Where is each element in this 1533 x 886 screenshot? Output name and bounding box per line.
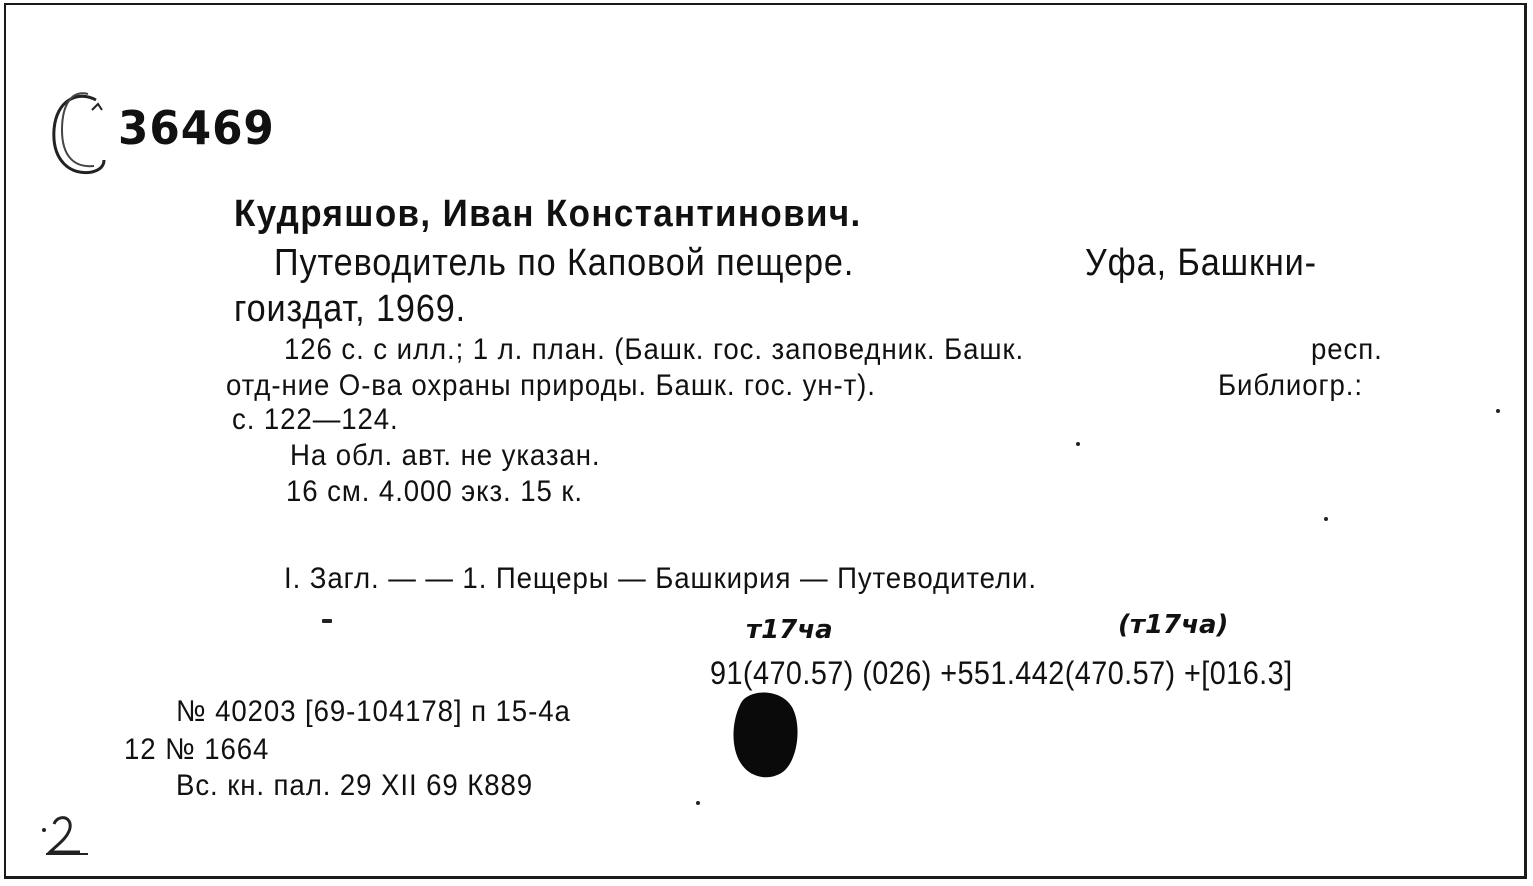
cover-note: На обл. авт. не указан. — [290, 439, 601, 472]
speck — [1324, 517, 1328, 521]
corner-handwritten-mark — [36, 810, 96, 860]
subject-tracing: I. Загл. — — 1. Пещеры — Башкирия — Путеводители. — [284, 562, 1037, 595]
call-number: 36469 — [118, 101, 275, 155]
speck — [696, 801, 700, 805]
bibliography-pages: с. 122—124. — [232, 403, 399, 436]
imprint-place-publisher: Уфа, Башкни- — [1085, 242, 1317, 284]
handwritten-annotation-1: т17ча — [746, 615, 833, 645]
collation-line-1: 126 с. с илл.; 1 л. план. (Башк. гос. заповедник. Башк. — [284, 333, 1025, 366]
format-line: 16 см. 4.000 экз. 15 к. — [286, 475, 583, 508]
speck — [1496, 409, 1500, 413]
catalog-card — [4, 3, 1527, 879]
card-number: 12 № 1664 — [124, 733, 270, 766]
bibliography-note-label: Библиогр.: — [1218, 369, 1363, 402]
call-number-letter-mark — [48, 90, 108, 180]
imprint-line: гоиздат, 1969. — [234, 288, 467, 330]
title-line-1: Путеводитель по Каповой пещере. — [274, 242, 855, 284]
chamber-record: Вс. кн. пал. 29 XII 69 К889 — [176, 769, 534, 802]
author-heading: Кудряшов, Иван Константинович. — [234, 193, 862, 235]
collation-line-2: отд-ние О-ва охраны природы. Башк. гос. ун-т). — [226, 369, 876, 402]
udc-classification: 91(470.57) (026) +551.442(470.57) +[016.3] — [710, 655, 1293, 691]
speck — [1076, 442, 1080, 446]
speck — [322, 619, 332, 623]
handwritten-annotation-2: (т17ча) — [1118, 610, 1229, 640]
collation-line-1-end: респ. — [1311, 333, 1383, 366]
registration-number: № 40203 [69-104178] п 15-4а — [176, 695, 571, 728]
ink-blot — [722, 685, 802, 785]
